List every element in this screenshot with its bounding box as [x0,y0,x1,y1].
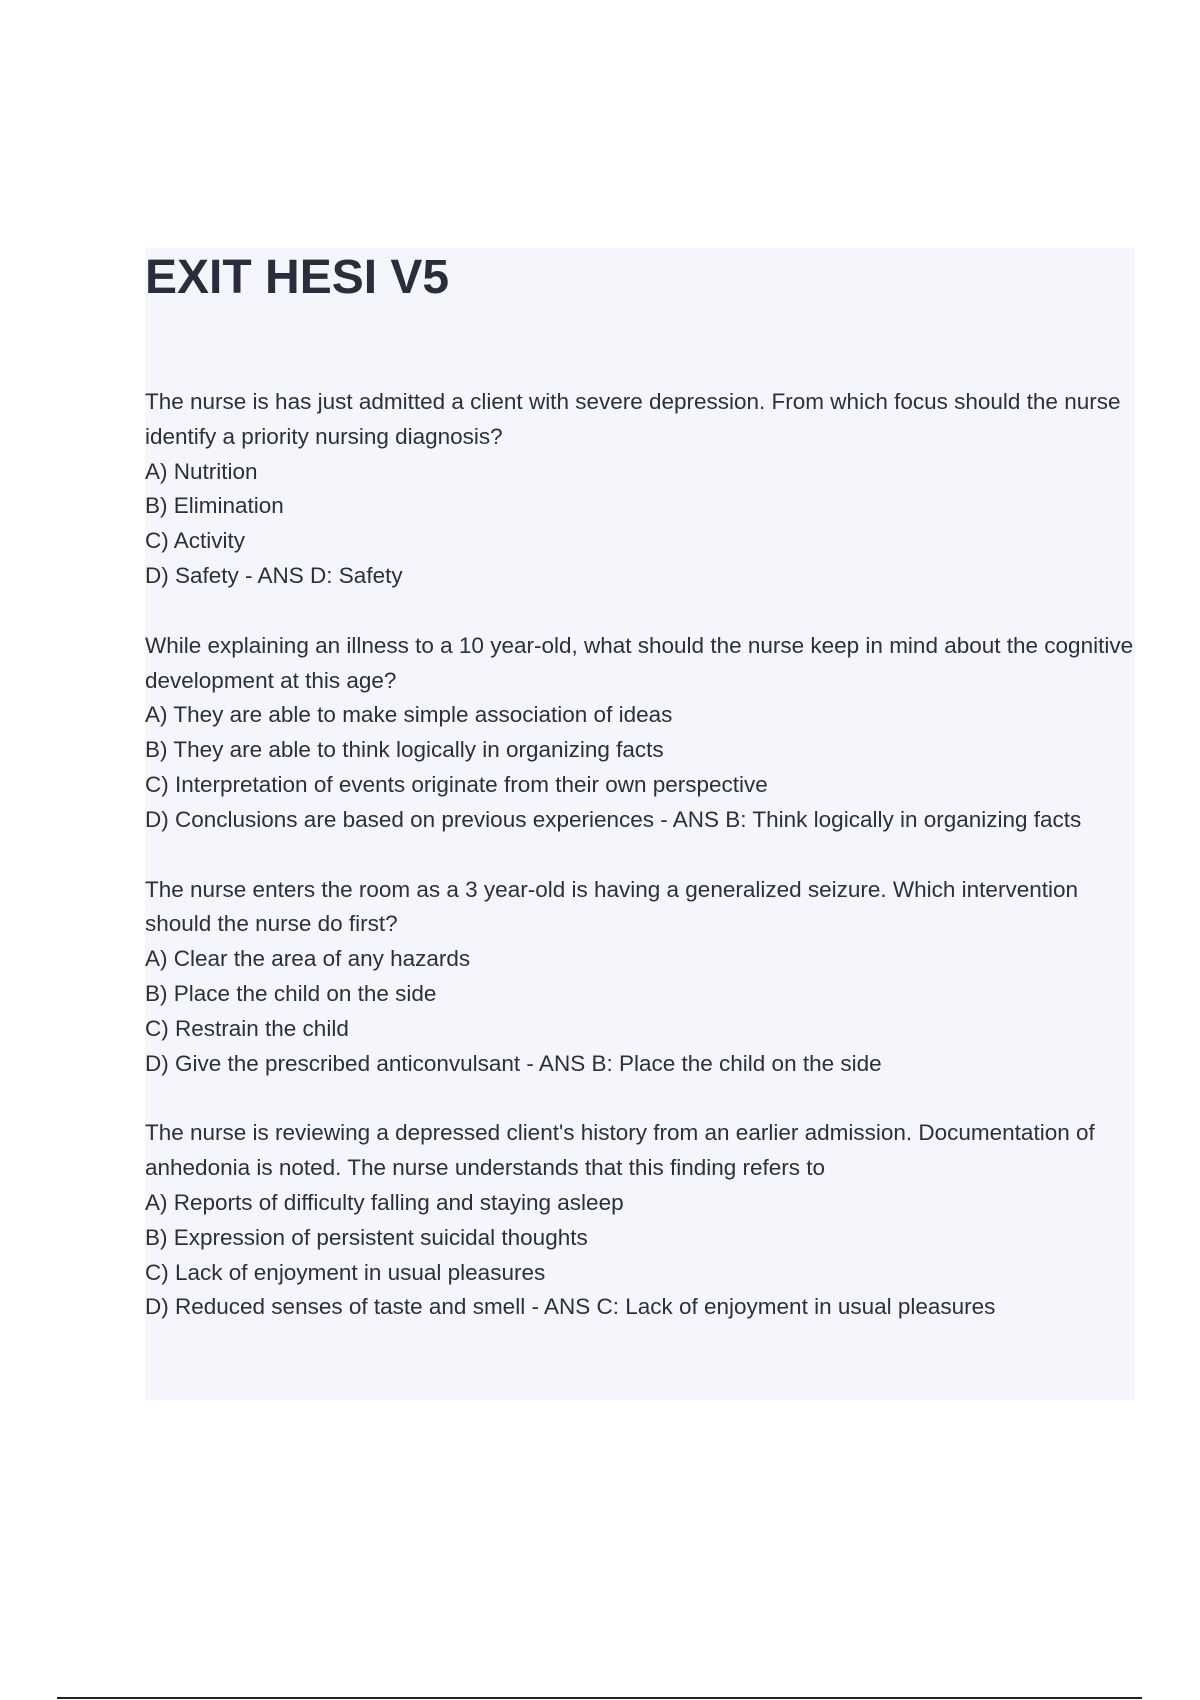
answer-option-b: B) Place the child on the side [145,980,437,1006]
answer-option-a: A) Reports of difficulty falling and staying asleep [145,1189,624,1215]
question-stem: The nurse enters the room as a 3 year-old is having a generalized seizure. Which intervention should the nurse do first? [145,876,1078,937]
question-stem: While explaining an illness to a 10 year-old, what should the nurse keep in mind about the cognitive development at this age? [145,632,1134,693]
page-bottom-rule [57,1697,1142,1699]
answer-option-b: B) Expression of persistent suicidal thoughts [145,1224,588,1250]
answer-option-d: D) Conclusions are based on previous experiences - ANS B: Think logically in organizing facts [145,806,1082,832]
answer-option-a: A) Nutrition [145,458,258,484]
question-2 [145,629,1135,838]
answer-option-d: D) Reduced senses of taste and smell - ANS C: Lack of enjoyment in usual pleasures [145,1294,996,1320]
answer-option-d: D) Safety - ANS D: Safety [145,562,403,588]
page-title: EXIT HESI V5 [145,251,450,304]
answer-option-c: C) Interpretation of events originate from their own perspective [145,771,768,797]
answer-option-a: A) Clear the area of any hazards [145,946,471,972]
answer-option-b: B) Elimination [145,493,284,519]
question-stem: The nurse is reviewing a depressed client's history from an earlier admission. Documentation of anhedonia is noted. The nurse understands that this finding refers to [145,1120,1095,1181]
question-4 [145,1116,1135,1325]
question-1 [145,385,1135,594]
question-stem: The nurse is has just admitted a client with severe depression. From which focus should the nurse identify a priority nursing diagnosis? [145,389,1121,449]
answer-option-c: C) Activity [145,528,246,554]
question-list [145,385,1135,1360]
answer-option-d: D) Give the prescribed anticonvulsant - ANS B: Place the child on the side [145,1050,882,1076]
answer-option-b: B) They are able to think logically in organizing facts [145,737,664,763]
answer-option-c: C) Lack of enjoyment in usual pleasures [145,1259,546,1285]
answer-option-c: C) Restrain the child [145,1015,349,1041]
question-3 [145,873,1135,1082]
answer-option-a: A) They are able to make simple association of ideas [145,702,673,728]
